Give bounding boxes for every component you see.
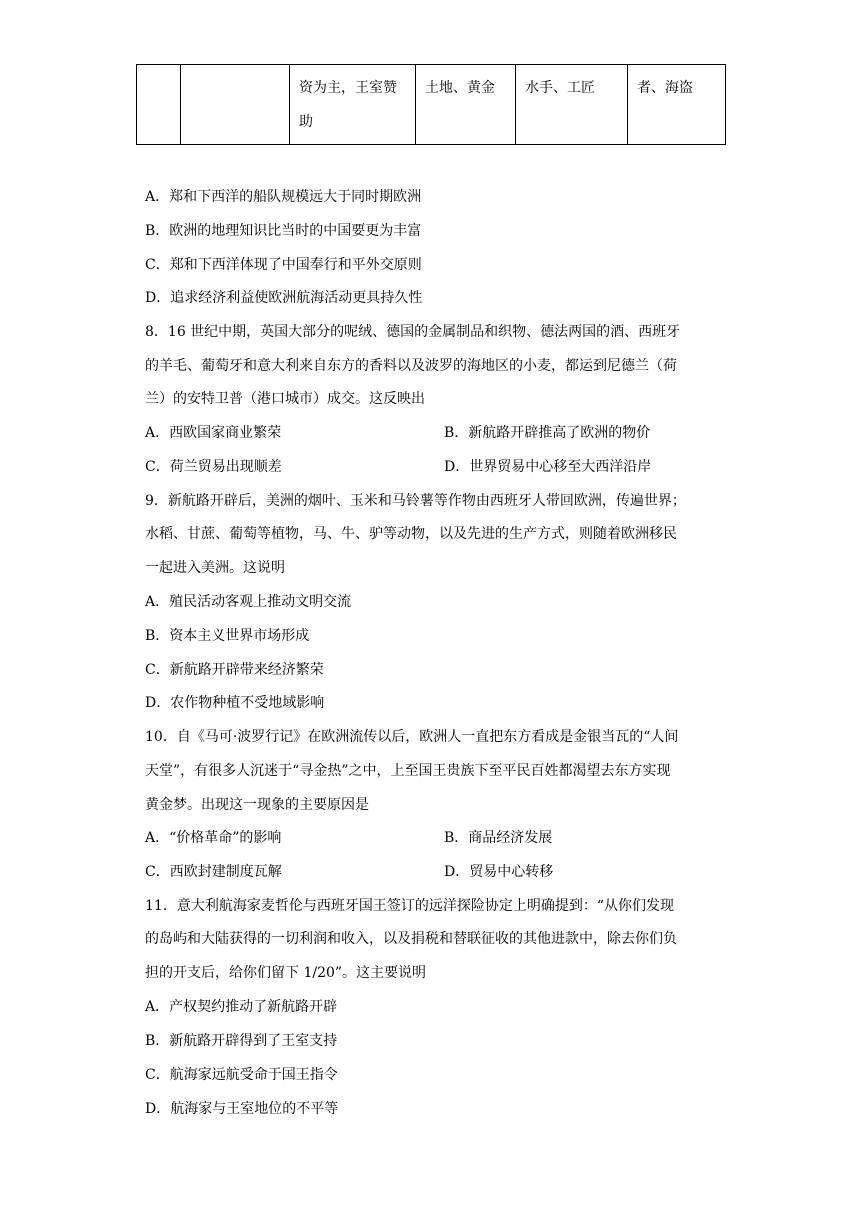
q9-option-a: A．殖民活动客观上推动文明交流 [145, 594, 352, 610]
table-cell: 者、海盗 [628, 65, 726, 145]
q8-stem-line: 的羊毛、葡萄牙和意大利来自东方的香料以及波罗的海地区的小麦，都运到尼德兰（荷 [145, 358, 677, 374]
q9-option-b: B．资本主义世界市场形成 [145, 628, 310, 644]
q11-stem-line: 的岛屿和大陆获得的一切利润和收入，以及捐税和替联征收的其他进款中，除去你们负 [145, 931, 677, 947]
q10-option-a: A．“价格革命”的影响 [145, 830, 282, 846]
q7-option-a: A．郑和下西洋的船队规模远大于同时期欧洲 [145, 189, 422, 205]
q11-option-d: D．航海家与王室地位的不平等 [145, 1101, 339, 1117]
q8-option-d: D．世界贸易中心移至大西洋沿岸 [444, 459, 652, 475]
table-cell: 水手、工匠 [516, 65, 628, 145]
q11-stem-line: 担的开支后，给你们留下 1/20”。这主要说明 [145, 965, 427, 981]
q8-option-b: B．新航路开辟推高了欧洲的物价 [444, 425, 651, 441]
table-cell [137, 65, 181, 145]
table-cell-line: 助 [299, 114, 313, 130]
q8-option-c: C．荷兰贸易出现顺差 [145, 459, 282, 475]
q8-option-a: A．西欧国家商业繁荣 [145, 425, 282, 441]
q7-option-c: C．郑和下西洋体现了中国奉行和平外交原则 [145, 257, 422, 273]
q10-option-b: B．商品经济发展 [444, 830, 553, 846]
table-cell [290, 65, 416, 145]
q9-option-c: C．新航路开辟带来经济繁荣 [145, 662, 324, 678]
q10-stem-line: 黄金梦。出现这一现象的主要原因是 [145, 797, 369, 813]
q9-stem-line: 水稻、甘蔗、葡萄等植物，马、牛、驴等动物，以及先进的生产方式，则随着欧洲移民 [145, 526, 677, 542]
comparison-table-fragment [136, 64, 726, 145]
q9-stem-line: 一起进入美洲。这说明 [145, 560, 285, 576]
q9-option-d: D．农作物种植不受地域影响 [145, 695, 325, 711]
q10-stem-line: 天堂”，有很多人沉迷于“寻金热”之中，上至国王贵族下至平民百姓都渴望去东方实现 [145, 763, 671, 779]
table-cell [181, 65, 290, 145]
q11-option-b: B．新航路开辟得到了王室支持 [145, 1033, 338, 1049]
q11-stem-line: 11．意大利航海家麦哲伦与西班牙国王签订的远洋探险协定上明确提到：“从你们发现 [145, 898, 674, 914]
q9-stem-line: 9．新航路开辟后，美洲的烟叶、玉米和马铃薯等作物由西班牙人带回欧洲，传遍世界； [145, 493, 686, 509]
q10-option-c: C．西欧封建制度瓦解 [145, 864, 282, 880]
q11-option-c: C．航海家远航受命于国王指令 [145, 1067, 338, 1083]
q8-stem-line: 兰）的安特卫普（港口城市）成交。这反映出 [145, 391, 425, 407]
q8-stem-line: 8．16 世纪中期，英国大部分的呢绒、德国的金属制品和织物、德法两国的酒、西班牙 [145, 324, 681, 340]
table-row [137, 65, 726, 145]
q7-option-d: D．追求经济利益使欧洲航海活动更具持久性 [145, 290, 423, 306]
q7-option-b: B．欧洲的地理知识比当时的中国要更为丰富 [145, 223, 422, 239]
q10-option-d: D．贸易中心转移 [444, 864, 554, 880]
q11-option-a: A．产权契约推动了新航路开辟 [145, 999, 338, 1015]
q10-stem-line: 10．自《马可·波罗行记》在欧洲流传以后，欧洲人一直把东方看成是金银当瓦的“人间 [145, 729, 679, 745]
table-cell: 土地、黄金 [416, 65, 516, 145]
table-cell-line: 资为主，王室赞 [299, 80, 397, 96]
